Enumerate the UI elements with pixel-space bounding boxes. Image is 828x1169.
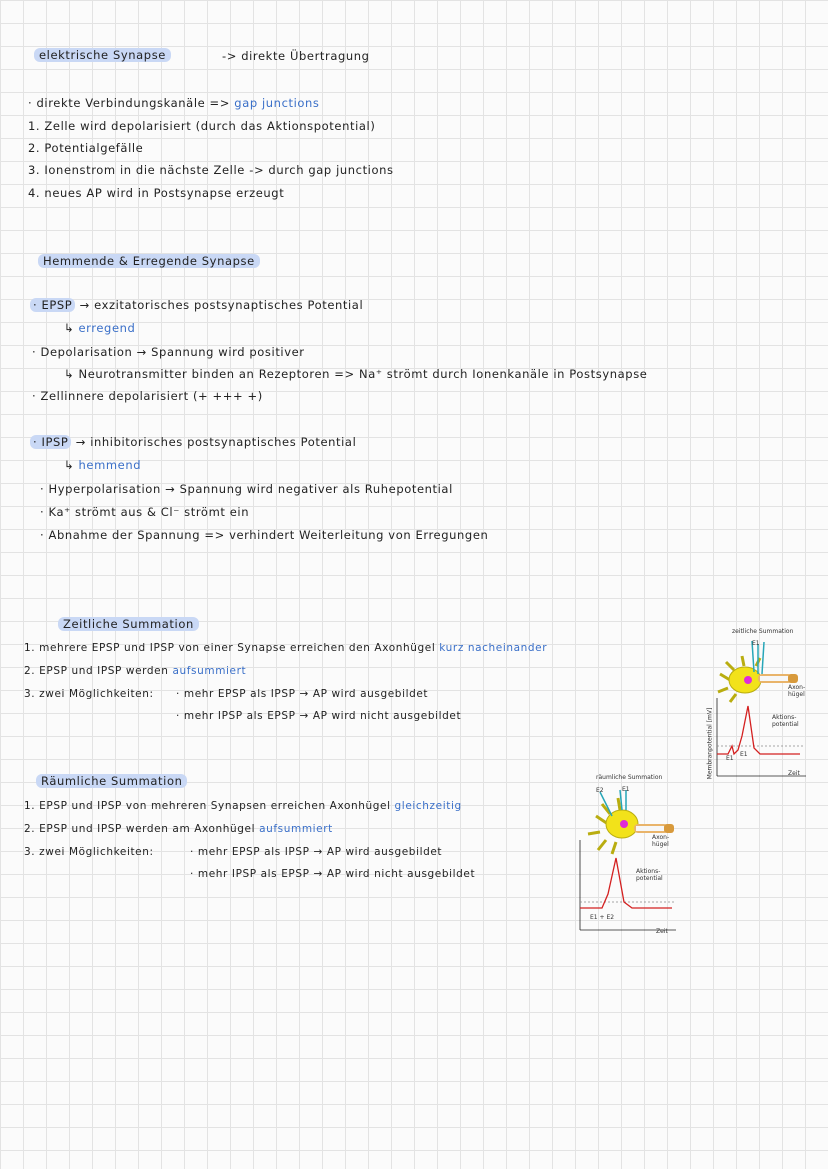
- section-heading-raeumliche-summation: Räumliche Summation: [36, 774, 187, 788]
- raeumlich-line-1-text: 1. EPSP und IPSP von mehreren Synapsen erreichen Axonhügel: [24, 800, 391, 812]
- neuron-icon: [718, 641, 798, 702]
- epsp-sub: [64, 321, 135, 335]
- epsp-title: [30, 298, 363, 312]
- zeitlich-aufsummiert: aufsummiert: [172, 665, 247, 677]
- epsp-line-3: · Zellinnere depolarisiert (+ +++ +): [32, 389, 263, 403]
- fig-zeitlich-ap-label-1: Aktions-: [772, 714, 797, 721]
- fig-zeitlich-marker-e1-b: E1: [740, 751, 748, 758]
- ipsp-sub: [64, 458, 141, 472]
- raeumlich-option-2: · mehr IPSP als EPSP → AP wird nicht ausgebildet: [190, 868, 476, 880]
- raeumlich-line-2-text: 2. EPSP und IPSP werden am Axonhügel: [24, 823, 256, 835]
- raeumlich-line-2: [24, 823, 333, 835]
- raeumlich-gleichzeitig: gleichzeitig: [394, 800, 462, 812]
- fig-raeumlich-axon-label-2: hügel: [652, 841, 669, 848]
- fig-raeumlich-ap-label-1: Aktions-: [636, 868, 661, 875]
- fig-zeitlich-x-label: Zeit: [788, 770, 800, 777]
- section-heading-zeitliche-summation: Zeitliche Summation: [58, 617, 199, 631]
- ipsp-line-3: · Abnahme der Spannung => verhindert Weiterleitung von Erregungen: [40, 528, 489, 542]
- fig-raeumlich-ap-curve: [580, 858, 672, 908]
- fig-zeitlich-neuron-graph: [700, 636, 812, 780]
- ipsp-title: [30, 435, 356, 449]
- zeitlich-option-1: · mehr EPSP als IPSP → AP wird ausgebildet: [176, 688, 429, 700]
- ipsp-title-rest: → inhibitorisches postsynaptisches Potential: [71, 435, 357, 449]
- epsp-erregend: erregend: [78, 321, 136, 335]
- ipsp-sub-arrow: ↳: [64, 458, 79, 472]
- ipsp-hemmend: hemmend: [78, 458, 142, 472]
- elektrisch-bullet: [28, 96, 320, 110]
- zeitlich-option-2: · mehr IPSP als EPSP → AP wird nicht ausgebildet: [176, 710, 462, 722]
- elektrisch-bullet-text: · direkte Verbindungskanäle =>: [28, 96, 231, 110]
- fig-zeitlich-axon-label-2: hügel: [788, 691, 805, 698]
- fig-zeitlich-marker-e1-a: E1: [726, 755, 734, 762]
- raeumlich-aufsummiert: aufsummiert: [259, 823, 333, 835]
- fig-zeitlich-y-label: Membranpotential [mV]: [706, 707, 714, 780]
- ipsp-line-2: · Ka⁺ strömt aus & Cl⁻ strömt ein: [40, 505, 250, 519]
- fig-zeitlich-ap-label-2: potential: [772, 721, 799, 728]
- fig-raeumlich-sum-label: E1 + E2: [590, 914, 615, 921]
- elektrisch-step-4: 4. neues AP wird in Postsynapse erzeugt: [28, 186, 285, 200]
- fig-raeumlich-neuron-graph: [572, 784, 684, 934]
- raeumlich-line-1: [24, 800, 462, 812]
- ipsp-label: · IPSP: [30, 435, 71, 449]
- fig-raeumlich-ap-label-2: potential: [636, 875, 663, 882]
- zeitlich-line-2-text: 2. EPSP und IPSP werden: [24, 665, 169, 677]
- fig-raeumlich-axon-label-1: Axon-: [652, 834, 670, 841]
- elektrisch-step-3: 3. Ionenstrom in die nächste Zelle -> durch gap junctions: [28, 163, 394, 177]
- elektrisch-step-2: 2. Potentialgefälle: [28, 141, 144, 155]
- section-heading-hemmend-erregend: Hemmende & Erregende Synapse: [38, 254, 260, 268]
- epsp-label: · EPSP: [30, 298, 75, 312]
- fig-zeitlich-axon-label-1: Axon-: [788, 684, 806, 691]
- section-heading-elektrische-synapse: elektrische Synapse: [34, 48, 171, 62]
- fig-zeitlich-e1: E1: [752, 640, 760, 647]
- fig-raeumlich-e1: E1: [622, 786, 630, 793]
- zeitlich-line-1: [24, 642, 547, 654]
- epsp-title-rest: → exzitatorisches postsynaptisches Potential: [75, 298, 364, 312]
- elektrisch-step-1: 1. Zelle wird depolarisiert (durch das Aktionspotential): [28, 119, 376, 133]
- elektrisch-arrow-note: -> direkte Übertragung: [222, 49, 370, 63]
- raeumlich-line-3: 3. zwei Möglichkeiten:: [24, 846, 154, 858]
- epsp-line-1: · Depolarisation → Spannung wird positiver: [32, 345, 305, 359]
- fig-zeitlich-title: zeitliche Summation: [732, 628, 794, 635]
- raeumlich-option-1: · mehr EPSP als IPSP → AP wird ausgebildet: [190, 846, 443, 858]
- fig-raeumlich-x-label: Zeit: [656, 928, 668, 935]
- fig-raeumlich-title: räumliche Summation: [596, 774, 663, 781]
- zeitlich-kurz-nacheinander: kurz nacheinander: [439, 642, 548, 654]
- epsp-line-2: ↳ Neurotransmitter binden an Rezeptoren => Na⁺ strömt durch Ionenkanäle in Postsynapse: [64, 367, 648, 381]
- fig-raeumlich-e2: E2: [596, 787, 604, 794]
- zeitlich-line-3: 3. zwei Möglichkeiten:: [24, 688, 154, 700]
- gap-junctions-term: gap junctions: [234, 96, 320, 110]
- epsp-sub-arrow: ↳: [64, 321, 79, 335]
- ipsp-line-1: · Hyperpolarisation → Spannung wird negativer als Ruhepotential: [40, 482, 453, 496]
- zeitlich-line-2: [24, 665, 246, 677]
- zeitlich-line-1-text: 1. mehrere EPSP und IPSP von einer Synapse erreichen den Axonhügel: [24, 642, 436, 654]
